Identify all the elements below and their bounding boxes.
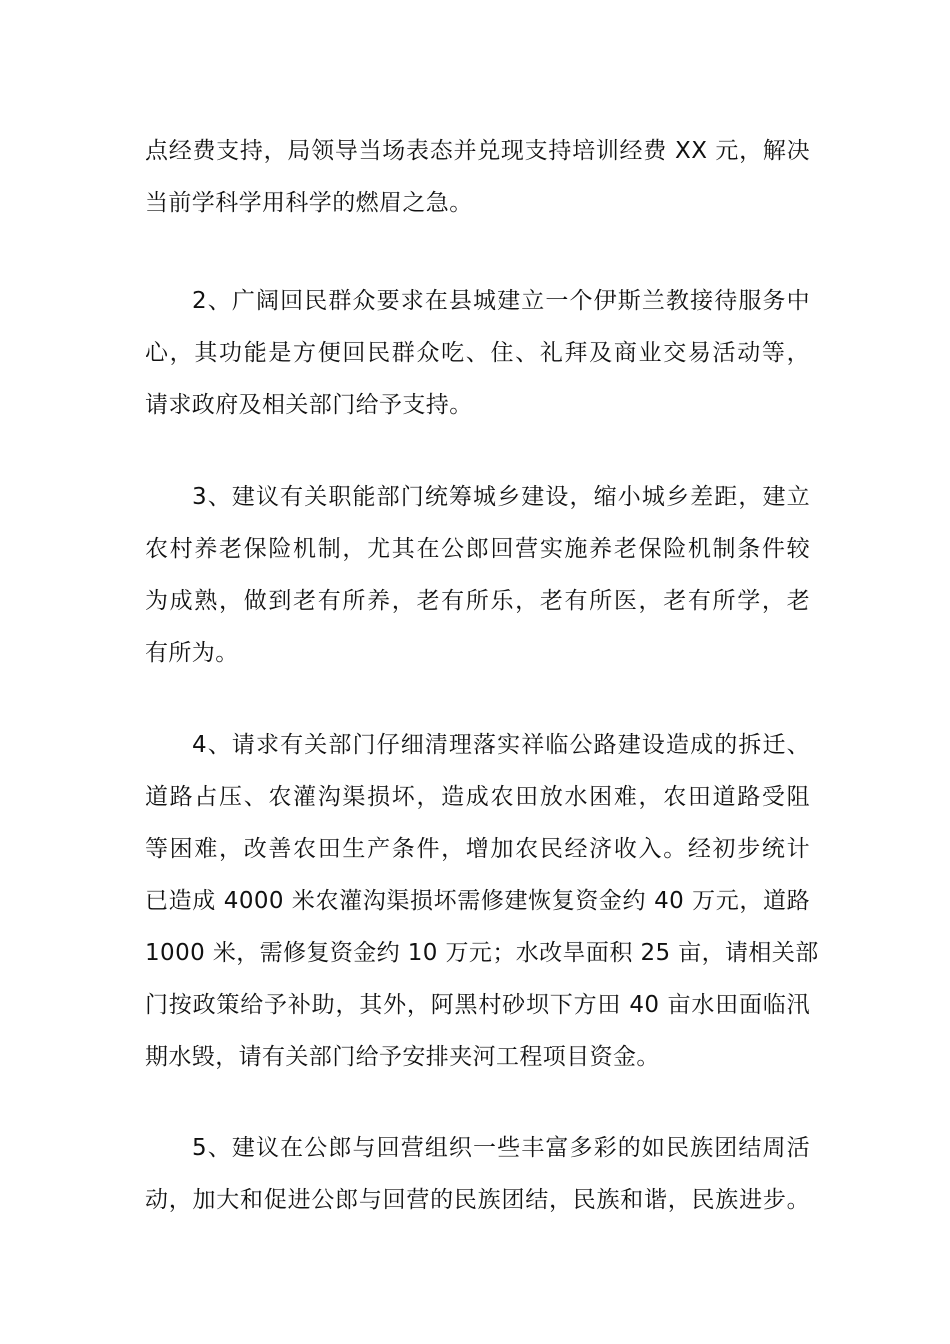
paragraph-line: 当前学科学用科学的燃眉之急。 — [145, 190, 473, 216]
paragraph-item-3 — [145, 471, 810, 679]
paragraph-line: 2、广阔回民群众要求在县城建立一个伊斯兰教接待服务中 — [192, 288, 810, 314]
paragraph-item-5 — [145, 1122, 810, 1226]
paragraph-line: 心，其功能是方便回民群众吃、住、礼拜及商业交易活动等， — [145, 340, 810, 366]
paragraph-line: 已造成 4000 米农灌沟渠损坏需修建恢复资金约 40 万元，道路 — [145, 888, 810, 914]
paragraph-line: 点经费支持，局领导当场表态并兑现支持培训经费 XX 元，解决 — [145, 138, 810, 164]
paragraph-continuation — [145, 125, 810, 229]
paragraph-line: 期水毁，请有关部门给予安排夹河工程项目资金。 — [145, 1044, 660, 1070]
paragraph-line: 为成熟，做到老有所养，老有所乐，老有所医，老有所学，老 — [145, 588, 810, 614]
paragraph-line: 3、建议有关职能部门统筹城乡建设，缩小城乡差距，建立 — [192, 484, 810, 510]
paragraph-line: 农村养老保险机制，尤其在公郎回营实施养老保险机制条件较 — [145, 536, 810, 562]
paragraph-line: 请求政府及相关部门给予支持。 — [145, 392, 473, 418]
paragraph-line: 1000 米，需修复资金约 10 万元；水改旱面积 25 亩，请相关部 — [145, 940, 819, 966]
paragraph-line: 等困难，改善农田生产条件，增加农民经济收入。经初步统计 — [145, 836, 810, 862]
paragraph-line: 动，加大和促进公郎与回营的民族团结，民族和谐，民族进步。 — [145, 1187, 810, 1213]
paragraph-line: 5、建议在公郎与回营组织一些丰富多彩的如民族团结周活 — [192, 1135, 810, 1161]
paragraph-line: 道路占压、农灌沟渠损坏，造成农田放水困难，农田道路受阻 — [145, 784, 810, 810]
paragraph-line: 有所为。 — [145, 640, 239, 666]
paragraph-line: 门按政策给予补助，其外，阿黑村砂坝下方田 40 亩水田面临汛 — [145, 992, 810, 1018]
paragraph-line: 4、请求有关部门仔细清理落实祥临公路建设造成的拆迁、 — [192, 732, 810, 758]
paragraph-item-2 — [145, 275, 810, 431]
paragraph-item-4 — [145, 719, 819, 1083]
